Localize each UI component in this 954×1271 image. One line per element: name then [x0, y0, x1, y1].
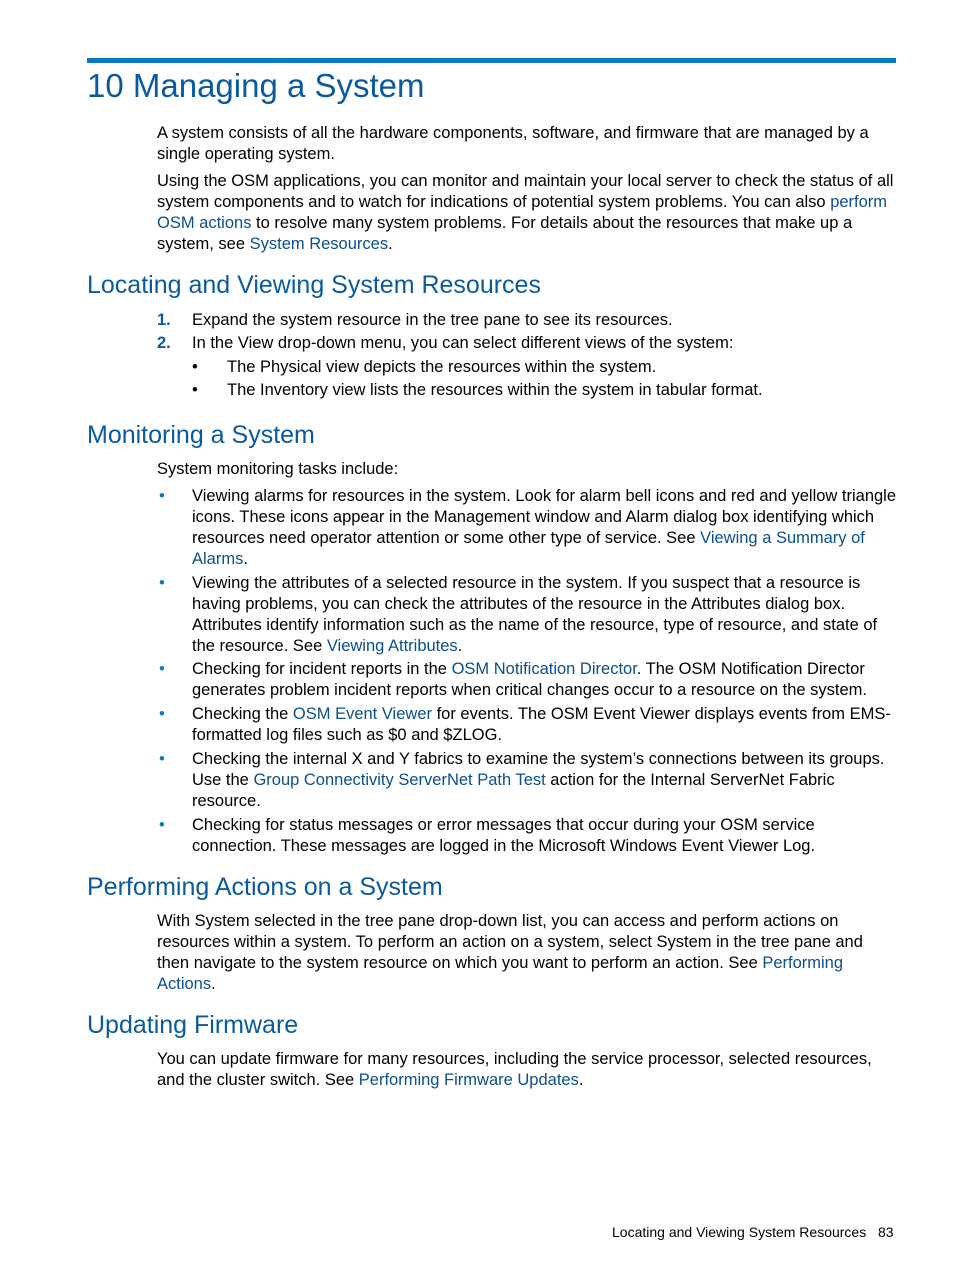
viewing-attributes-link[interactable]: Viewing Attributes — [326, 637, 458, 655]
bullet-mark: • — [192, 381, 198, 399]
monitoring-bullet-item: • Checking the internal X and Y fabrics to examine the system’s connections between its groups. Use the Group Connectivity ServerNet Path Test action for the Internal ServerNet Fabric resource. — [159, 750, 885, 810]
osm-event-viewer-link[interactable]: OSM Event Viewer — [292, 705, 432, 723]
footer-section-title: Locating and Viewing System Resources — [612, 1224, 867, 1240]
monitoring-bullet-item: • Checking the OSM Event Viewer for events. The OSM Event Viewer displays events from EMS-formatted log files such as $0 and $ZLOG. — [159, 705, 891, 744]
bullet-mark: • — [159, 487, 165, 505]
performing-paragraph: With System selected in the tree pane drop-down list, you can access and perform actions on resources within a system. To perform an action on a system, select System in the tree pane and then navigate to the system resource on which you want to perform an action. See Performing Actions. — [157, 912, 863, 993]
bullet-mark: • — [159, 574, 165, 592]
performing-firmware-updates-link[interactable]: Performing Firmware Updates — [358, 1071, 579, 1089]
chapter-rule — [87, 58, 896, 63]
sub-bullet-text: The Physical view depicts the resources within the system. — [227, 358, 657, 376]
firmware-paragraph: You can update firmware for many resources, including the service processor, selected resources, and the cluster switch. See Performing Firmware Updates. — [157, 1050, 872, 1089]
heading-locating: Locating and Viewing System Resources — [87, 271, 541, 299]
bullet-mark: • — [192, 358, 198, 376]
monitoring-intro: System monitoring tasks include: — [157, 460, 399, 478]
page-number: 83 — [878, 1224, 894, 1240]
osm-notification-director-link[interactable]: OSM Notification Director — [451, 660, 637, 678]
group-connectivity-path-test-link[interactable]: Group Connectivity ServerNet Path Test — [253, 771, 546, 789]
monitoring-bullet-item: • Viewing alarms for resources in the system. Look for alarm bell icons and red and yellow triangle icons. These icons appear in the Management window and Alarm dialog box identifying which resources need operator attention or some other type of service. See Viewing a Summary of Alarms. — [159, 487, 897, 568]
viewing-summary-of-alarms-link[interactable]: Viewing a Summary of Alarms — [192, 529, 865, 568]
bullet-mark: • — [159, 750, 165, 768]
system-resources-link[interactable]: System Resources — [249, 235, 389, 253]
perform-osm-actions-link[interactable]: perform OSM actions — [157, 193, 888, 232]
monitoring-bullet-item: • Viewing the attributes of a selected resource in the system. If you suspect that a resource is having problems, you can check the attributes of the resource in the Attributes dialog box. Attributes identify information such as the name of the resource, type of resource, and state of the resource. See Viewing Attributes. — [159, 574, 878, 655]
monitoring-bullet-item: • Checking for status messages or error messages that occur during your OSM service connection. These messages are logged in the Microsoft Windows Event Viewer Log. — [159, 816, 816, 855]
chapter-title: 10 Managing a System — [87, 67, 425, 104]
step-text: Expand the system resource in the tree pane to see its resources. — [192, 311, 673, 329]
step-text: In the View drop-down menu, you can select different views of the system: — [192, 334, 734, 352]
bullet-mark: • — [159, 705, 165, 723]
bullet-mark: • — [159, 816, 165, 834]
monitoring-bullet-item: • Checking for incident reports in the OSM Notification Director. The OSM Notification Director generates problem incident reports when critical changes occur to a resource on the system. — [159, 660, 868, 699]
step-number: 1. — [157, 311, 171, 329]
intro-paragraph-1: A system consists of all the hardware components, software, and firmware that are managed by a single operating system. — [157, 124, 869, 163]
bullet-mark: • — [159, 660, 165, 678]
heading-firmware: Updating Firmware — [87, 1011, 299, 1039]
heading-monitoring: Monitoring a System — [87, 421, 315, 449]
intro-paragraph-2: Using the OSM applications, you can monitor and maintain your local server to check the status of all system components and to watch for indications of potential system problems. You can also perform OSM actions to resolve many system problems. For details about the resources that make up a system, see System Resources. — [157, 172, 894, 253]
heading-performing: Performing Actions on a System — [87, 873, 443, 901]
step-number: 2. — [157, 334, 171, 352]
sub-bullet-text: The Inventory view lists the resources within the system in tabular format. — [227, 381, 763, 399]
performing-actions-link[interactable]: Performing Actions — [157, 954, 844, 993]
